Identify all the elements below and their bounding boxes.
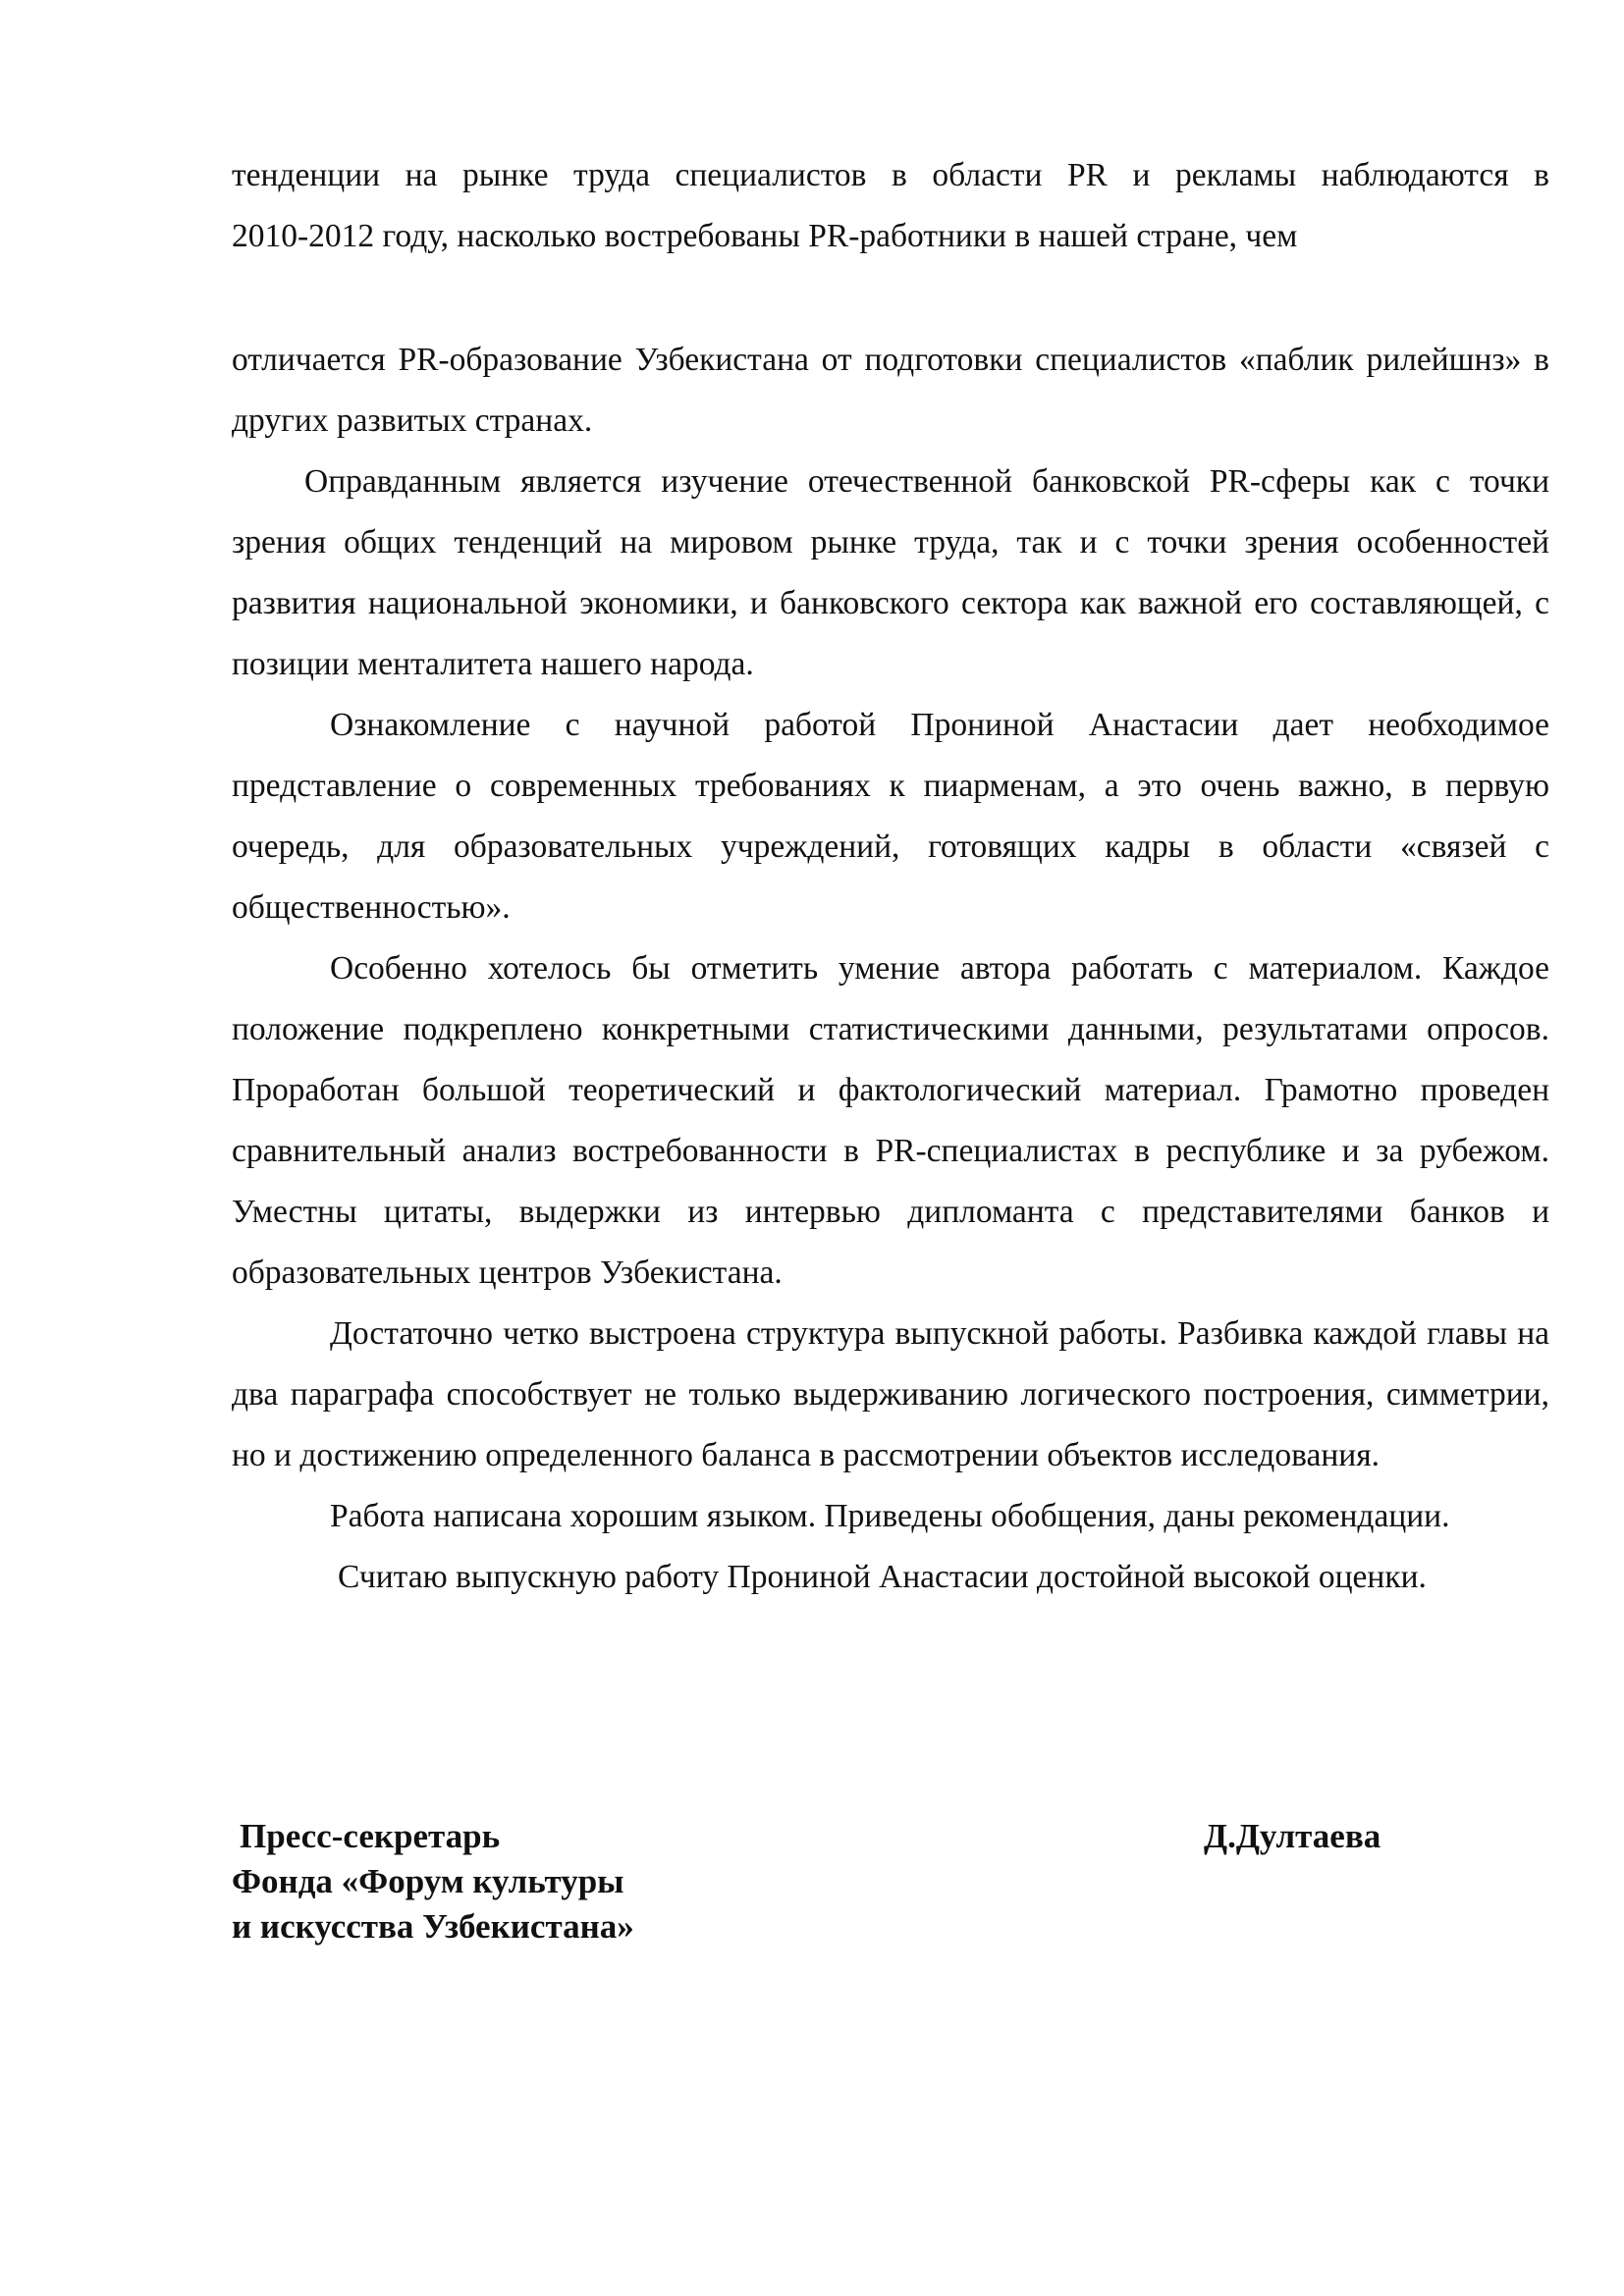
paragraph-author-skills: Особенно хотелось бы отметить умение автора работать с материалом. Каждое положение подкреплено конкретными статистическими данными, результатами опросов. Проработан большой теоретический и фактологический материал. Грамотно проведен сравнительный анализ востребованности в PR-специалистах в республике и за рубежом. Уместны цитаты, выдержки из интервью дипломанта с представителями банков и образовательных центров Узбекистана. bbox=[232, 950, 1549, 1291]
body-text bbox=[232, 330, 1549, 1608]
position-organization-line-1: Фонда «Форум культуры bbox=[232, 1862, 624, 1900]
paragraph-language: Работа написана хорошим языком. Приведены обобщения, даны рекомендации. bbox=[330, 1498, 1450, 1534]
paragraph-structure: Достаточно четко выстроена структура выпускной работы. Разбивка каждой главы на два параграфа способствует не только выдерживанию логического построения, симметрии, но и достижению определенного баланса в рассмотрении объектов исследования. bbox=[232, 1315, 1549, 1473]
paragraph-conclusion: Считаю выпускную работу Прониной Анастасии достойной высокой оценки. bbox=[338, 1559, 1427, 1595]
signatory-name: Д.Дултаева bbox=[1204, 1817, 1381, 1855]
position-title: Пресс-секретарь bbox=[240, 1817, 501, 1855]
paragraph-banking-pr: Оправданным является изучение отечественной банковской PR-сферы как с точки зрения общих тенденций на мировом рынке труда, так и с точки зрения особенностей развития национальной экономики, и банковского сектора как важной его составляющей, с позиции менталитета нашего народа. bbox=[232, 463, 1549, 682]
signatory-position bbox=[232, 1814, 821, 1949]
top-paragraph-line-2: 2010-2012 году, насколько востребованы PR-работники в нашей стране, чем bbox=[232, 218, 1298, 254]
top-paragraph-line-1: тенденции на рынке труда специалистов в области PR и рекламы наблюдаются в bbox=[232, 157, 1549, 193]
paragraph-continuation: отличается PR-образование Узбекистана от подготовки специалистов «паблик рилейшнз» в других развитых странах. bbox=[232, 342, 1549, 439]
paragraph-acquaintance: Ознакомление с научной работой Прониной Анастасии дает необходимое представление о современных требованиях к пиарменам, а это очень важно, в первую очередь, для образовательных учреждений, готовящих кадры в области «связей с общественностью». bbox=[232, 707, 1549, 926]
position-organization-line-2: и искусства Узбекистана» bbox=[232, 1907, 634, 1946]
top-paragraph bbox=[232, 145, 1549, 267]
